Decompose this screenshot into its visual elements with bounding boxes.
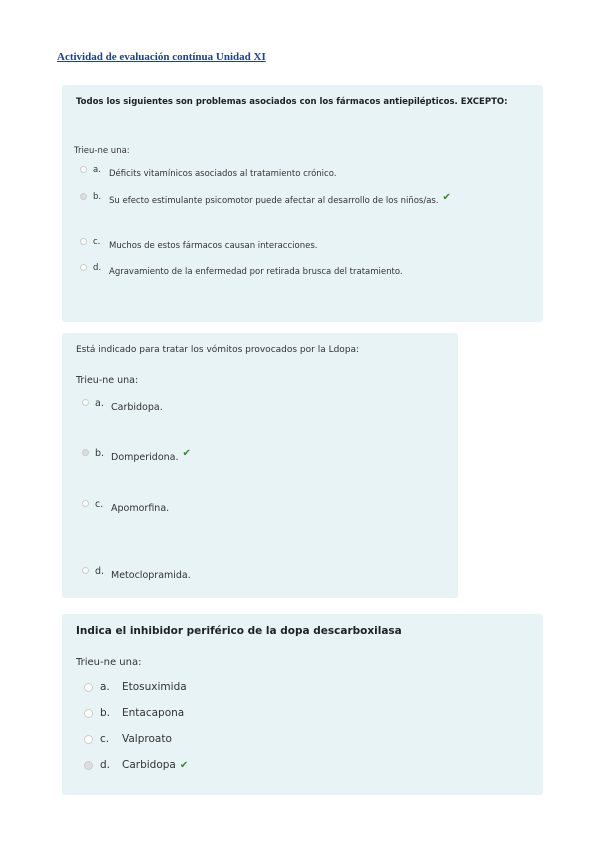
option-letter: c. — [93, 237, 101, 247]
radio-button[interactable] — [84, 709, 93, 718]
option-a[interactable] — [82, 398, 163, 413]
question-card-2 — [62, 333, 458, 598]
radio-button[interactable] — [82, 449, 89, 456]
option-d[interactable] — [80, 263, 403, 277]
option-letter: a. — [95, 398, 104, 409]
option-text: Domperidona. — [111, 452, 179, 463]
check-icon: ✔ — [179, 759, 189, 771]
option-letter: b. — [100, 707, 111, 719]
option-letter: d. — [100, 759, 111, 771]
option-c[interactable] — [82, 499, 169, 514]
option-letter: d. — [95, 566, 105, 577]
answer-prompt: Trieu-ne una: — [76, 375, 139, 386]
option-a[interactable] — [84, 681, 187, 693]
option-letter: b. — [95, 448, 105, 459]
radio-button[interactable] — [84, 735, 93, 744]
question-text: Todos los siguientes son problemas asociados con los fármacos antiepilépticos. EXCEPTO: — [76, 97, 508, 107]
option-text: Etosuximida — [122, 681, 187, 693]
question-text: Indica el inhibidor periférico de la dopa descarboxilasa — [76, 625, 402, 637]
option-b[interactable] — [84, 707, 184, 719]
check-icon: ✔ — [442, 192, 451, 203]
question-card-3 — [62, 614, 543, 795]
option-text: Agravamiento de la enfermedad por retirada brusca del tratamiento. — [109, 267, 403, 277]
option-text: Muchos de estos fármacos causan interacciones. — [109, 241, 318, 251]
check-icon: ✔ — [182, 448, 191, 459]
radio-button[interactable] — [80, 264, 87, 271]
radio-button[interactable] — [80, 238, 87, 245]
radio-button[interactable] — [80, 193, 87, 200]
option-text: Su efecto estimulante psicomotor puede afectar al desarrollo de los niños/as. — [109, 196, 439, 206]
option-d[interactable] — [82, 566, 191, 581]
option-d[interactable] — [84, 759, 188, 771]
radio-button[interactable] — [84, 761, 93, 770]
option-text: Apomorfina. — [111, 503, 170, 514]
option-letter: c. — [95, 499, 104, 510]
option-text: Metoclopramida. — [111, 570, 191, 581]
option-text: Entacapona — [122, 707, 185, 719]
question-card-1 — [62, 85, 543, 322]
radio-button[interactable] — [84, 683, 93, 692]
question-text: Está indicado para tratar los vómitos provocados por la Ldopa: — [76, 345, 360, 355]
option-c[interactable] — [80, 237, 317, 251]
radio-button[interactable] — [82, 567, 89, 574]
option-letter: c. — [100, 733, 110, 745]
option-text: Carbidopa — [122, 759, 176, 771]
option-b[interactable] — [82, 448, 191, 463]
answer-prompt: Trieu-ne una: — [76, 657, 142, 668]
radio-button[interactable] — [82, 500, 89, 507]
option-letter: d. — [93, 263, 102, 273]
radio-button[interactable] — [82, 399, 89, 406]
answer-prompt: Trieu-ne una: — [74, 146, 130, 156]
option-letter: b. — [93, 192, 102, 202]
option-letter: a. — [100, 681, 110, 693]
option-b[interactable] — [80, 192, 451, 206]
page-title: Actividad de evaluación contínua Unidad XI — [57, 51, 266, 63]
radio-button[interactable] — [80, 166, 87, 173]
option-a[interactable] — [80, 165, 336, 179]
option-text: Valproato — [122, 733, 172, 745]
option-letter: a. — [93, 165, 101, 175]
option-text: Déficits vitamínicos asociados al tratamiento crónico. — [109, 169, 337, 179]
option-c[interactable] — [84, 733, 172, 745]
option-text: Carbidopa. — [111, 402, 163, 413]
